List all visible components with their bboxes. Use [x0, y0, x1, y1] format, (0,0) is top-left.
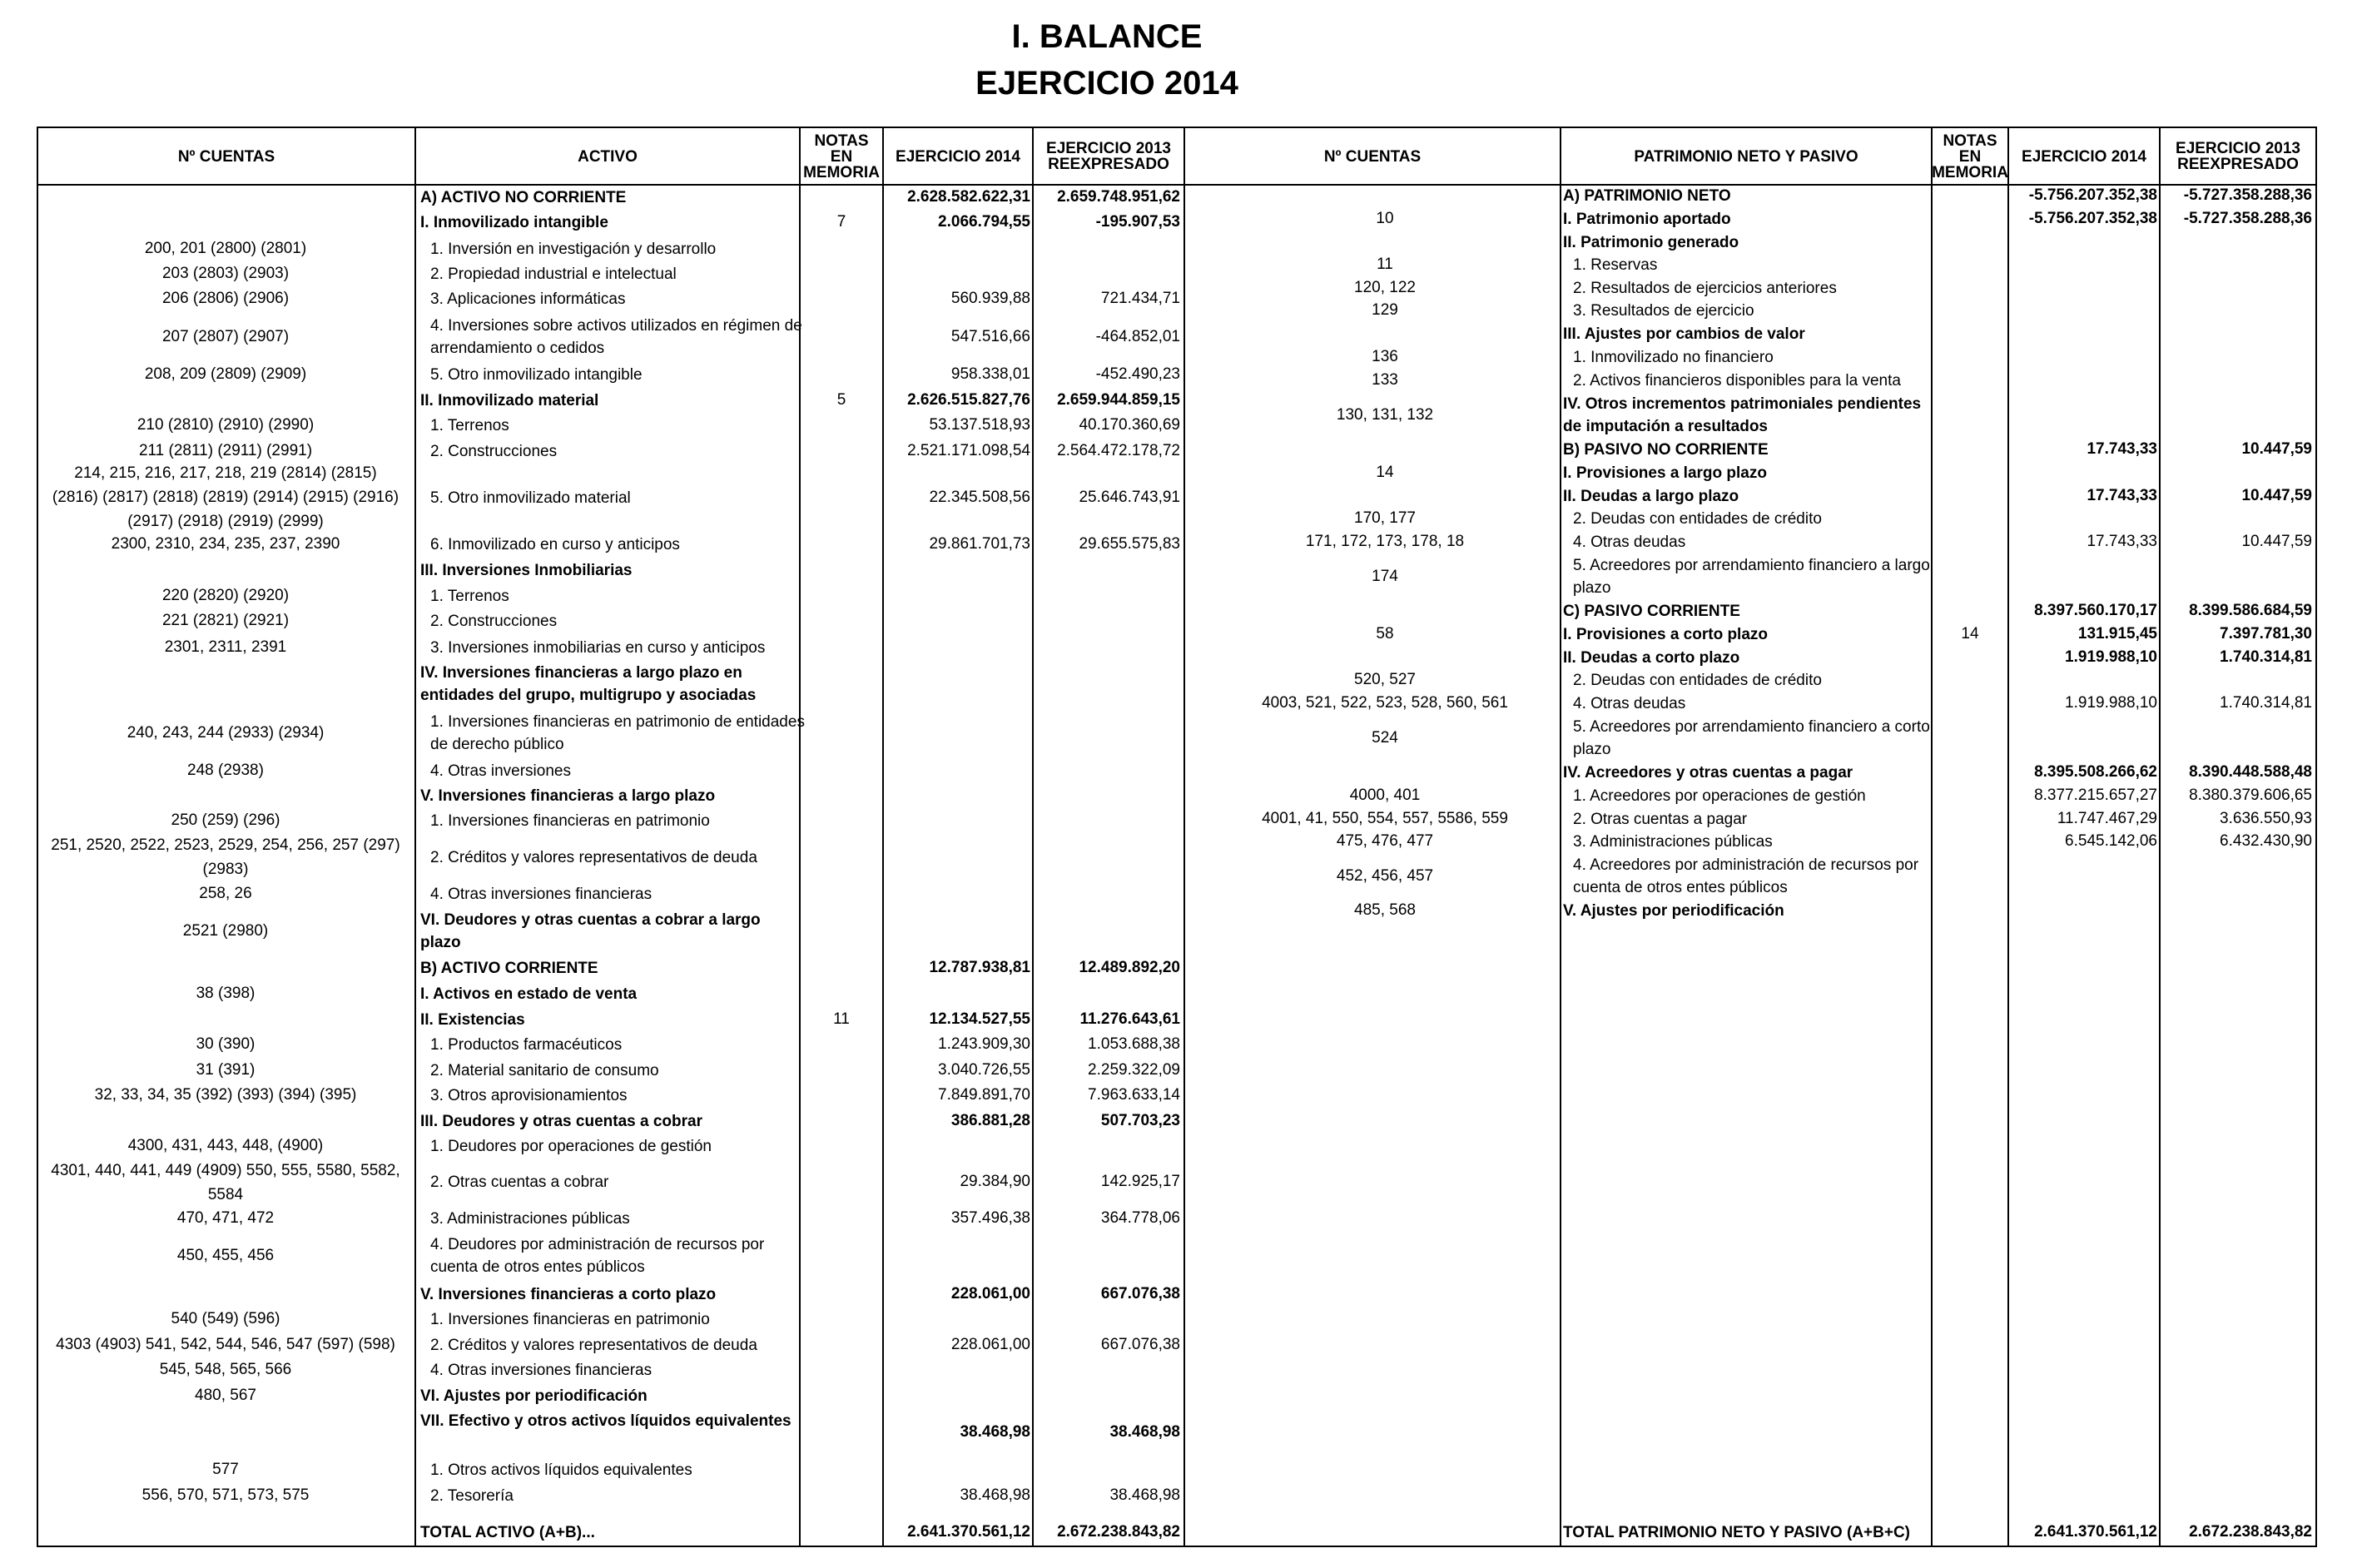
activo-label-cell: 3. Otros aprovisionamientos — [430, 1087, 628, 1104]
activo-cuentas-cell: 545, 548, 565, 566 — [159, 1361, 292, 1378]
activo-label-cell: 2. Material sanitario de consumo — [430, 1062, 659, 1079]
activo-value-2014-cell: 29.384,90 — [960, 1173, 1030, 1190]
activo-label-cell: B) ACTIVO CORRIENTE — [420, 960, 598, 977]
page-subtitle: EJERCICIO 2014 — [975, 65, 1238, 102]
pasivo-cuentas-cell: 520, 527 — [1354, 671, 1416, 688]
activo-label-cell: I. Inmovilizado intangible — [420, 214, 608, 231]
activo-value-2013-cell: 721.434,71 — [1100, 290, 1180, 307]
pasivo-cuentas-cell: 174 — [1372, 568, 1398, 585]
activo-cuentas-cell: 4301, 440, 441, 449 (4909) 550, 555, 5580, 5582, — [51, 1162, 400, 1179]
activo-label-cell: 5. Otro inmovilizado intangible — [430, 366, 643, 384]
pasivo-cuentas-cell: 58 — [1376, 625, 1394, 643]
activo-label-cell: 6. Inmovilizado en curso y anticipos — [430, 536, 680, 553]
pasivo-label-cell: II. Deudas a corto plazo — [1563, 649, 1740, 667]
pasivo-label-cell: I. Provisiones a corto plazo — [1563, 626, 1769, 643]
pasivo-cuentas-cell: 4001, 41, 550, 554, 557, 5586, 559 — [1262, 810, 1508, 827]
activo-label-cell: 1. Deudores por operaciones de gestión — [430, 1138, 712, 1155]
activo-value-2013-cell: 667.076,38 — [1100, 1336, 1180, 1353]
activo-label-cell: 2. Construcciones — [430, 613, 558, 630]
pasivo-nota-cell: 14 — [1961, 625, 1979, 643]
activo-cuentas-cell: (2983) — [202, 861, 249, 878]
pasivo-cuentas-cell: 485, 568 — [1354, 901, 1416, 919]
pasivo-value-2014-cell: 17.743,33 — [2087, 487, 2157, 504]
activo-cuentas-cell: 211 (2811) (2911) (2991) — [138, 442, 313, 459]
pasivo-label-cell: 2. Activos financieros disponibles para la venta — [1573, 372, 1901, 390]
activo-label-cell: 1. Terrenos — [430, 588, 509, 605]
pasivo-cuentas-cell: 14 — [1376, 464, 1394, 481]
pasivo-value-2014-cell: 8.395.508.266,62 — [2034, 763, 2157, 781]
activo-label-cell: 4. Otras inversiones financieras — [430, 1362, 653, 1379]
activo-value-2013-cell: -195.907,53 — [1095, 213, 1180, 231]
pasivo-value-2014-cell: 17.743,33 — [2087, 533, 2157, 550]
activo-value-2014-cell: 12.134.527,55 — [929, 1010, 1030, 1028]
activo-cuentas-cell: 31 (391) — [196, 1061, 256, 1079]
activo-label-cell: 1. Productos farmacéuticos — [430, 1036, 623, 1054]
pasivo-value-2014-cell: -5.756.207.352,38 — [2028, 186, 2157, 204]
activo-value-2014-cell: 2.641.370.561,12 — [907, 1523, 1030, 1541]
pasivo-label-cell: II. Deudas a largo plazo — [1563, 488, 1739, 505]
header-ejercicio-2014-activo: EJERCICIO 2014 — [896, 147, 1020, 166]
pasivo-cuentas-cell: 524 — [1372, 729, 1398, 747]
activo-label-cell: 4. Inversiones sobre activos utilizados en régimen de arrendamiento o cedidos — [430, 317, 802, 357]
pasivo-value-2014-cell: 1.919.988,10 — [2065, 694, 2157, 712]
page-title: I. BALANCE — [1011, 18, 1203, 55]
activo-value-2014-cell: 2.521.171.098,54 — [907, 442, 1030, 459]
activo-value-2014-cell: 2.626.515.827,76 — [907, 391, 1030, 409]
pasivo-cuentas-cell: 120, 122 — [1354, 279, 1416, 296]
activo-label-cell: 1. Otros activos líquidos equivalentes — [430, 1461, 692, 1479]
pasivo-value-2013-cell: 6.432.430,90 — [2220, 832, 2312, 850]
activo-cuentas-cell: 250 (259) (296) — [171, 811, 280, 829]
activo-value-2013-cell: 142.925,17 — [1100, 1173, 1180, 1190]
activo-value-2014-cell: 560.939,88 — [950, 290, 1030, 307]
activo-label-cell: III. Deudores y otras cuentas a cobrar — [420, 1113, 702, 1130]
pasivo-label-cell: I. Patrimonio aportado — [1563, 211, 1731, 228]
activo-label-cell: III. Inversiones Inmobiliarias — [420, 562, 633, 579]
activo-label-cell: 2. Tesorería — [430, 1487, 514, 1505]
activo-value-2014-cell: 958.338,01 — [950, 365, 1030, 383]
header-divider — [37, 184, 2317, 186]
activo-value-2013-cell: 38.468,98 — [1109, 1486, 1180, 1504]
pasivo-label-cell: 2. Deudas con entidades de crédito — [1573, 510, 1822, 528]
pasivo-value-2013-cell: 10.447,59 — [2241, 487, 2312, 504]
activo-value-2013-cell: -452.490,23 — [1095, 365, 1180, 383]
pasivo-value-2013-cell: -5.727.358.288,36 — [2183, 186, 2312, 204]
activo-label-cell: 1. Inversiones financieras en patrimonio — [430, 1311, 710, 1328]
activo-cuentas-cell: 207 (2807) (2907) — [161, 328, 290, 345]
pasivo-cuentas-cell: 171, 172, 173, 178, 18 — [1305, 533, 1465, 550]
activo-value-2014-cell: 2.628.582.622,31 — [907, 188, 1030, 206]
activo-label-cell: A) ACTIVO NO CORRIENTE — [420, 189, 627, 206]
pasivo-value-2014-cell: 1.919.988,10 — [2065, 648, 2157, 666]
column-divider — [414, 127, 416, 1547]
pasivo-value-2014-cell: 2.641.370.561,12 — [2034, 1523, 2157, 1541]
pasivo-label-cell: 1. Reservas — [1573, 256, 1658, 274]
pasivo-cuentas-cell: 129 — [1372, 301, 1398, 319]
pasivo-value-2013-cell: 1.740.314,81 — [2220, 648, 2312, 666]
activo-value-2014-cell: 22.345.508,56 — [929, 489, 1030, 506]
activo-label-cell: 1. Inversión en investigación y desarrollo — [430, 241, 717, 258]
activo-label-cell: 2. Otras cuentas a cobrar — [430, 1174, 609, 1191]
pasivo-value-2014-cell: 11.747.467,29 — [2057, 810, 2157, 827]
header-ejercicio-2013-activo: EJERCICIO 2013 REEXPRESADO — [1046, 140, 1171, 173]
header-cuentas-activo: Nº CUENTAS — [177, 147, 275, 166]
activo-nota-cell: 7 — [836, 213, 846, 231]
pasivo-cuentas-cell: 11 — [1377, 256, 1393, 273]
pasivo-label-cell: TOTAL PATRIMONIO NETO Y PASIVO (A+B+C) — [1563, 1524, 1910, 1541]
pasivo-cuentas-cell: 452, 456, 457 — [1336, 867, 1434, 885]
activo-cuentas-cell: 248 (2938) — [187, 762, 264, 779]
activo-value-2014-cell: 386.881,28 — [950, 1112, 1030, 1129]
activo-cuentas-cell: 32, 33, 34, 35 (392) (393) (394) (395) — [94, 1086, 357, 1104]
pasivo-label-cell: III. Ajustes por cambios de valor — [1563, 325, 1805, 343]
header-notas-pasivo: NOTAS EN MEMORIA — [1932, 131, 2008, 181]
pasivo-value-2014-cell: 8.397.560.170,17 — [2034, 602, 2157, 619]
activo-label-cell: 1. Inversiones financieras en patrimonio — [430, 812, 710, 830]
pasivo-cuentas-cell: 170, 177 — [1354, 509, 1416, 527]
activo-label-cell: 1. Inversiones financieras en patrimonio de entidades de derecho público — [430, 713, 805, 753]
activo-cuentas-cell: 221 (2821) (2921) — [161, 612, 290, 629]
activo-cuentas-cell: 214, 215, 216, 217, 218, 219 (2814) (2815) — [74, 464, 377, 482]
pasivo-value-2014-cell: -5.756.207.352,38 — [2028, 210, 2157, 227]
pasivo-label-cell: 1. Acreedores por operaciones de gestión — [1573, 787, 1866, 805]
activo-value-2014-cell: 38.468,98 — [960, 1486, 1030, 1504]
activo-label-cell: 2. Créditos y valores representativos de deuda — [430, 849, 757, 866]
activo-nota-cell: 11 — [833, 1010, 850, 1028]
pasivo-label-cell: 5. Acreedores por arrendamiento financiero a largo plazo — [1573, 557, 1930, 597]
activo-cuentas-cell: 4303 (4903) 541, 542, 544, 546, 547 (597) (598) — [56, 1336, 395, 1353]
header-ejercicio-2013-pasivo: EJERCICIO 2013 REEXPRESADO — [2176, 140, 2300, 173]
activo-label-cell: VII. Efectivo y otros activos líquidos equivalentes — [420, 1412, 791, 1430]
activo-value-2014-cell: 12.787.938,81 — [929, 959, 1030, 976]
activo-cuentas-cell: 30 (390) — [196, 1035, 256, 1053]
activo-label-cell: TOTAL ACTIVO (A+B)... — [420, 1524, 595, 1541]
header-notas-activo: NOTAS EN MEMORIA — [803, 131, 880, 181]
activo-cuentas-cell: 2521 (2980) — [182, 922, 269, 940]
pasivo-label-cell: 2. Otras cuentas a pagar — [1573, 811, 1748, 828]
column-divider — [1560, 127, 1561, 1547]
pasivo-label-cell: C) PASIVO CORRIENTE — [1563, 603, 1740, 620]
header-cuentas-pasivo: Nº CUENTAS — [1323, 147, 1422, 166]
activo-label-cell: 4. Deudores por administración de recursos por cuenta de otros entes públicos — [430, 1236, 765, 1276]
header-patrimonio-pasivo: PATRIMONIO NETO Y PASIVO — [1634, 147, 1858, 166]
activo-cuentas-cell: 5584 — [207, 1186, 244, 1203]
activo-cuentas-cell: 540 (549) (596) — [171, 1310, 280, 1327]
activo-cuentas-cell: 220 (2820) (2920) — [161, 587, 290, 604]
activo-label-cell: 3. Aplicaciones informáticas — [430, 290, 626, 308]
activo-cuentas-cell: 200, 201 (2800) (2801) — [144, 240, 307, 257]
pasivo-cuentas-cell: 130, 131, 132 — [1336, 406, 1434, 424]
activo-value-2014-cell: 2.066.794,55 — [938, 213, 1030, 231]
activo-cuentas-cell: 470, 471, 472 — [176, 1209, 275, 1227]
activo-value-2014-cell: 3.040.726,55 — [938, 1061, 1030, 1079]
activo-label-cell: 3. Administraciones públicas — [430, 1210, 630, 1228]
activo-cuentas-cell: 2300, 2310, 234, 235, 237, 2390 — [111, 535, 340, 553]
activo-value-2013-cell: 29.655.575,83 — [1079, 535, 1180, 553]
pasivo-label-cell: IV. Otros incrementos patrimoniales pendientes de imputación a resultados — [1563, 395, 1922, 435]
pasivo-label-cell: I. Provisiones a largo plazo — [1563, 464, 1767, 482]
activo-cuentas-cell: 450, 455, 456 — [176, 1247, 275, 1264]
activo-cuentas-cell: 208, 209 (2809) (2909) — [144, 365, 307, 383]
pasivo-label-cell: V. Ajustes por periodificación — [1563, 902, 1784, 920]
activo-cuentas-cell: 38 (398) — [196, 985, 256, 1002]
pasivo-label-cell: A) PATRIMONIO NETO — [1563, 187, 1731, 205]
activo-value-2014-cell: 228.061,00 — [950, 1336, 1030, 1353]
activo-nota-cell: 5 — [836, 391, 846, 409]
pasivo-cuentas-cell: 4003, 521, 522, 523, 528, 560, 561 — [1262, 694, 1508, 712]
activo-cuentas-cell: (2816) (2817) (2818) (2819) (2914) (2915) (2916) — [52, 489, 399, 506]
activo-label-cell: VI. Ajustes por periodificación — [420, 1387, 648, 1405]
header-ejercicio-2014-pasivo: EJERCICIO 2014 — [2022, 147, 2146, 166]
activo-label-cell: I. Activos en estado de venta — [420, 985, 638, 1003]
activo-label-cell: VI. Deudores y otras cuentas a cobrar a largo plazo — [420, 911, 761, 951]
pasivo-value-2013-cell: 10.447,59 — [2241, 533, 2312, 550]
pasivo-cuentas-cell: 475, 476, 477 — [1336, 832, 1434, 850]
activo-value-2014-cell: 1.243.909,30 — [938, 1035, 1030, 1053]
activo-label-cell: 2. Construcciones — [430, 443, 558, 460]
activo-value-2013-cell: 2.659.748.951,62 — [1057, 188, 1180, 206]
pasivo-label-cell: 4. Otras deudas — [1573, 695, 1686, 712]
activo-label-cell: V. Inversiones financieras a largo plazo — [420, 787, 716, 805]
activo-label-cell: V. Inversiones financieras a corto plazo — [420, 1286, 717, 1303]
activo-cuentas-cell: 480, 567 — [195, 1387, 256, 1404]
pasivo-label-cell: 4. Otras deudas — [1573, 533, 1686, 551]
activo-value-2014-cell: 53.137.518,93 — [929, 416, 1030, 434]
activo-cuentas-cell: 240, 243, 244 (2933) (2934) — [127, 724, 325, 742]
activo-value-2013-cell: 11.276.643,61 — [1079, 1010, 1180, 1028]
activo-label-cell: 5. Otro inmovilizado material — [430, 489, 631, 507]
activo-cuentas-cell: 258, 26 — [199, 885, 252, 902]
pasivo-label-cell: 4. Acreedores por administración de recursos por cuenta de otros entes públicos — [1573, 856, 1919, 896]
activo-value-2013-cell: 7.963.633,14 — [1088, 1086, 1180, 1104]
pasivo-label-cell: IV. Acreedores y otras cuentas a pagar — [1563, 764, 1853, 782]
pasivo-value-2013-cell: 8.399.586.684,59 — [2189, 602, 2312, 619]
pasivo-label-cell: B) PASIVO NO CORRIENTE — [1563, 441, 1769, 459]
column-divider — [1183, 127, 1185, 1547]
activo-value-2014-cell: 228.061,00 — [950, 1285, 1030, 1303]
activo-value-2013-cell: 2.672.238.843,82 — [1057, 1523, 1180, 1541]
activo-cuentas-cell: 210 (2810) (2910) (2990) — [136, 416, 315, 434]
activo-value-2013-cell: 1.053.688,38 — [1088, 1035, 1180, 1053]
activo-value-2013-cell: 667.076,38 — [1100, 1285, 1180, 1303]
pasivo-label-cell: 3. Resultados de ejercicio — [1573, 302, 1754, 320]
activo-value-2013-cell: 2.564.472.178,72 — [1057, 442, 1180, 459]
activo-value-2014-cell: 29.861.701,73 — [929, 535, 1030, 553]
activo-cuentas-cell: 2301, 2311, 2391 — [164, 638, 287, 656]
activo-value-2014-cell: 38.468,98 — [960, 1423, 1030, 1441]
activo-label-cell: II. Existencias — [420, 1011, 525, 1029]
activo-value-2013-cell: 40.170.360,69 — [1079, 416, 1180, 434]
activo-label-cell: 1. Terrenos — [430, 417, 509, 434]
activo-cuentas-cell: 556, 570, 571, 573, 575 — [141, 1486, 310, 1504]
pasivo-label-cell: 1. Inmovilizado no financiero — [1573, 349, 1774, 366]
activo-label-cell: 2. Créditos y valores representativos de deuda — [430, 1337, 757, 1354]
pasivo-value-2014-cell: 131.915,45 — [2077, 625, 2157, 643]
pasivo-value-2013-cell: 10.447,59 — [2241, 440, 2312, 458]
activo-value-2014-cell: 547.516,66 — [950, 328, 1030, 345]
pasivo-value-2013-cell: -5.727.358.288,36 — [2183, 210, 2312, 227]
activo-value-2014-cell: 7.849.891,70 — [938, 1086, 1030, 1104]
pasivo-label-cell: 2. Resultados de ejercicios anteriores — [1573, 280, 1837, 297]
activo-value-2013-cell: 38.468,98 — [1109, 1423, 1180, 1441]
pasivo-cuentas-cell: 136 — [1372, 348, 1398, 365]
pasivo-value-2014-cell: 17.743,33 — [2087, 440, 2157, 458]
activo-value-2014-cell: 357.496,38 — [950, 1209, 1030, 1227]
pasivo-cuentas-cell: 133 — [1372, 371, 1398, 389]
activo-value-2013-cell: 12.489.892,20 — [1079, 959, 1180, 976]
pasivo-value-2013-cell: 1.740.314,81 — [2220, 694, 2312, 712]
pasivo-value-2013-cell: 3.636.550,93 — [2220, 810, 2312, 827]
activo-label-cell: 4. Otras inversiones — [430, 762, 571, 780]
pasivo-value-2014-cell: 6.545.142,06 — [2065, 832, 2157, 850]
activo-cuentas-cell: 206 (2806) (2906) — [161, 290, 290, 307]
activo-label-cell: II. Inmovilizado material — [420, 392, 599, 409]
activo-label-cell: 4. Otras inversiones financieras — [430, 886, 653, 903]
activo-value-2013-cell: 507.703,23 — [1100, 1112, 1180, 1129]
pasivo-label-cell: 2. Deudas con entidades de crédito — [1573, 672, 1822, 689]
activo-cuentas-cell: 251, 2520, 2522, 2523, 2529, 254, 256, 257 (297) — [51, 836, 400, 854]
activo-cuentas-cell: 4300, 431, 443, 448, (4900) — [127, 1137, 324, 1154]
activo-cuentas-cell: 577 — [212, 1461, 239, 1478]
pasivo-label-cell: 3. Administraciones públicas — [1573, 833, 1773, 851]
pasivo-label-cell: 5. Acreedores por arrendamiento financiero a corto plazo — [1573, 718, 1930, 758]
activo-label-cell: 3. Inversiones inmobiliarias en curso y anticipos — [430, 639, 766, 657]
activo-cuentas-cell: (2917) (2918) (2919) (2999) — [127, 513, 324, 530]
pasivo-cuentas-cell: 4000, 401 — [1349, 786, 1421, 804]
activo-value-2013-cell: 2.659.944.859,15 — [1057, 391, 1180, 409]
pasivo-value-2013-cell: 7.397.781,30 — [2220, 625, 2312, 643]
activo-value-2013-cell: 364.778,06 — [1100, 1209, 1180, 1227]
pasivo-label-cell: II. Patrimonio generado — [1563, 234, 1739, 251]
header-activo: ACTIVO — [578, 147, 638, 166]
activo-cuentas-cell: 203 (2803) (2903) — [161, 265, 290, 282]
activo-label-cell: 2. Propiedad industrial e intelectual — [430, 265, 677, 283]
activo-value-2013-cell: -464.852,01 — [1095, 328, 1180, 345]
pasivo-value-2014-cell: 8.377.215.657,27 — [2034, 786, 2157, 804]
activo-value-2013-cell: 2.259.322,09 — [1088, 1061, 1180, 1079]
pasivo-value-2013-cell: 8.390.448.588,48 — [2189, 763, 2312, 781]
activo-value-2013-cell: 25.646.743,91 — [1079, 489, 1180, 506]
activo-label-cell: IV. Inversiones financieras a largo plazo en entidades del grupo, multigrupo y asociadas — [420, 664, 757, 704]
pasivo-cuentas-cell: 10 — [1376, 210, 1394, 227]
pasivo-value-2013-cell: 8.380.379.606,65 — [2189, 786, 2312, 804]
pasivo-value-2013-cell: 2.672.238.843,82 — [2189, 1523, 2312, 1541]
